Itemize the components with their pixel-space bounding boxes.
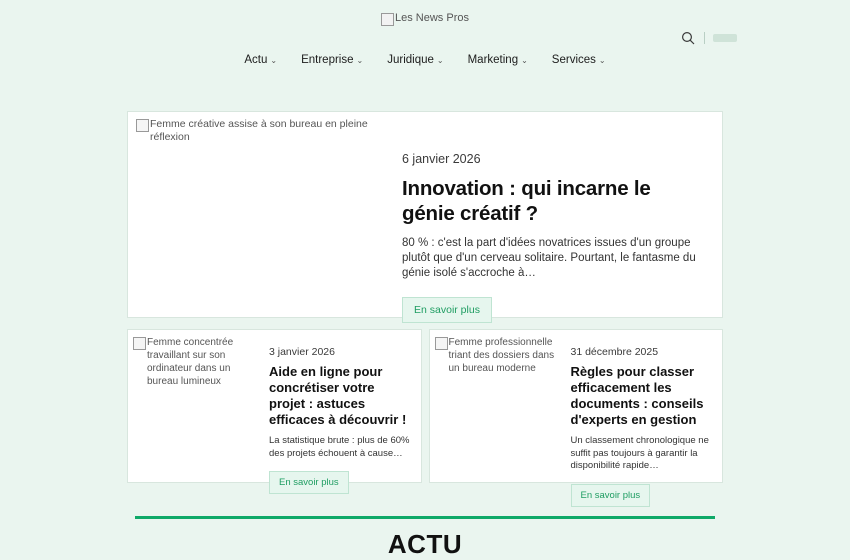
article-card-date: 3 janvier 2026 [269,346,335,358]
article-card-image [128,330,265,482]
broken-image-placeholder: Femme créative assise à son bureau en pleine réflexion [136,118,392,144]
language-toggle[interactable] [713,34,737,42]
chevron-down-icon: ⌄ [270,56,278,65]
article-card-body [265,330,421,488]
chevron-down-icon: ⌄ [521,56,528,65]
section-title: ACTU [387,529,463,559]
article-read-more-button[interactable]: En savoir plus [571,484,651,507]
chevron-down-icon: ⌄ [598,56,606,65]
article-card-excerpt: Un classement chronologique ne suffit pas toujours à garantir la disponibilité rapide… [570,435,709,471]
section-divider [135,516,715,519]
featured-article-title[interactable]: Innovation : qui incarne le génie créatif ? [402,177,651,225]
featured-article-image [128,112,400,317]
article-card-row [127,329,723,501]
featured-article-body [400,112,722,317]
nav-item-label: Marketing [467,54,519,66]
article-card-title[interactable]: Aide en ligne pour concrétiser votre projet : astuces efficaces à découvrir ! [269,364,407,427]
nav-item-label: Entreprise [301,54,354,66]
article-card-title[interactable]: Règles pour classer efficacement les documents : conseils d'experts en gestion [570,364,704,427]
article-card[interactable] [429,329,724,501]
featured-article-excerpt: 80 % : c'est la part d'idées novatrices issues d'un groupe plutôt que d'un cerveau solitaire. Pourtant, le fantasme du génie isolé s'accroche à… [402,237,696,279]
chevron-down-icon: ⌄ [436,56,444,65]
article-card-date: 31 décembre 2025 [570,346,659,358]
article-read-more-button[interactable]: En savoir plus [269,471,349,494]
nav-item-actu[interactable] [244,54,277,66]
toolbar-divider [704,32,705,44]
nav-item-marketing[interactable] [468,54,528,66]
featured-article-date: 6 janvier 2026 [402,152,481,166]
search-icon[interactable] [680,30,696,46]
site-logo[interactable]: Les News Pros [381,12,469,25]
section-heading-block [0,516,850,560]
broken-image-placeholder: Femme concentrée travaillant sur son ordinateur dans un bureau lumineux [133,336,260,388]
featured-read-more-button[interactable]: En savoir plus [402,297,492,323]
nav-item-label: Services [551,54,596,66]
main-navigation [0,54,850,66]
nav-item-label: Juridique [387,54,434,66]
featured-article-card[interactable] [127,111,723,318]
article-card[interactable] [127,329,422,488]
nav-item-juridique[interactable] [387,54,443,66]
article-card-image [430,330,567,482]
site-header [0,0,850,26]
nav-item-label: Actu [244,54,268,66]
article-card-body [567,330,723,501]
header-tools [680,30,737,46]
broken-image-placeholder: Femme professionnelle triant des dossiers dans un bureau moderne [435,336,562,375]
article-card-excerpt: La statistique brute : plus de 60% des projets échouent à cause… [269,435,410,459]
nav-item-entreprise[interactable] [301,54,363,66]
nav-item-services[interactable] [552,54,606,66]
chevron-down-icon: ⌄ [356,56,364,65]
